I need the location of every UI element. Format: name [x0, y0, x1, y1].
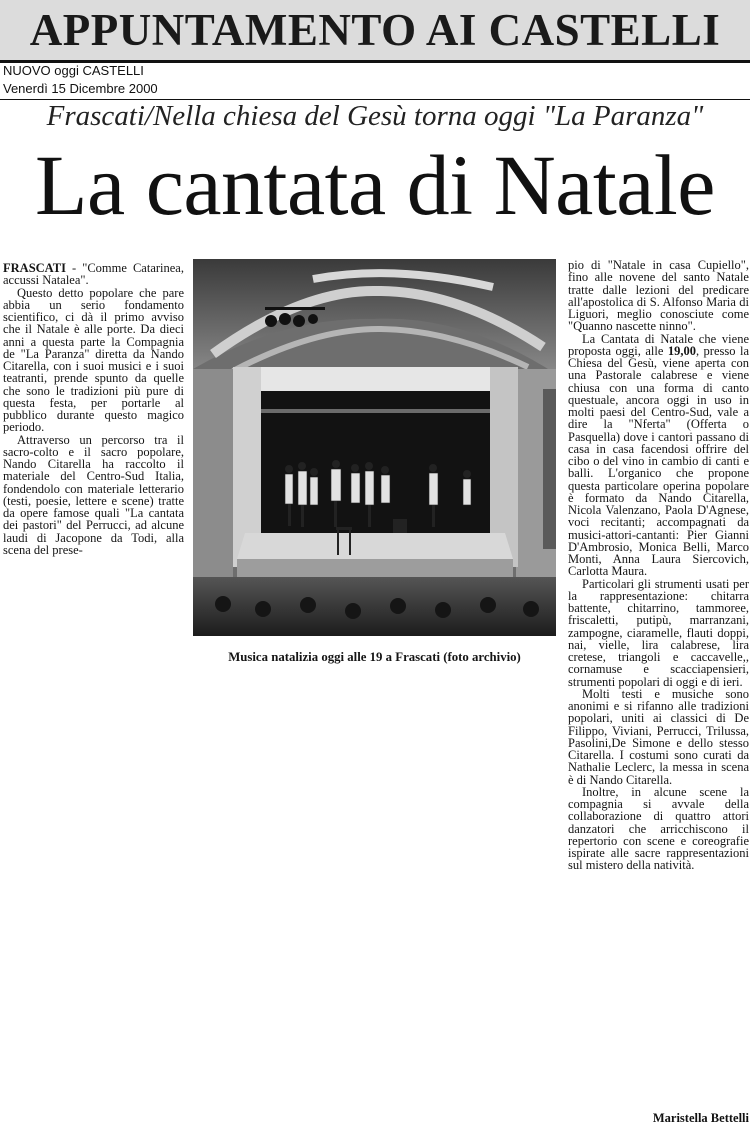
opening-quote: - "Comme Catarinea, accussi Natalea". — [3, 261, 184, 288]
article-column-right — [568, 259, 749, 872]
article-kicker: Frascati/Nella chiesa del Gesù torna oggi "La Paranza" — [46, 100, 704, 132]
article-column-left — [3, 262, 184, 556]
publication-name: NUOVO oggi CASTELLI — [3, 63, 144, 78]
paragraph: pio di "Natale in casa Cupiello", fino alle novene del santo Natale tratte dalle lezioni del predicare all'apostolica di S. Alfonso Maria di Liguori, meglio conosciute come "Quanno nascette ninno". — [568, 258, 749, 334]
stage-photo — [193, 259, 556, 636]
photo-caption: Musica natalizia oggi alle 19 a Frascati (foto archivio) — [228, 650, 521, 664]
paragraph — [568, 333, 749, 578]
event-time: 19,00 — [667, 343, 696, 358]
article-headline: La cantata di Natale — [35, 137, 715, 233]
paragraph: Molti testi e musiche sono anonimi e si rifanno alle tradizioni popolari, uniti ai classici di De Filippo, Viviani, Perrucci, Trilussa, Pasolini,De Simone e dello stesso Citarella. I costumi sono curati da Nathalie Leclerc, la messa in scena è di Nando Citarella. — [568, 686, 749, 787]
masthead-title: APPUNTAMENTO AI CASTELLI — [29, 5, 721, 55]
dateline: FRASCATI — [3, 261, 66, 275]
paragraph — [3, 262, 184, 287]
publication-date: Venerdì 15 Dicembre 2000 — [3, 81, 158, 96]
paragraph: Inoltre, in alcune scene la compagnia si avvale della collaborazione di quattro attori danzatori che arricchiscono il repertorio con scene e coreografie ispirate alle sacre rappresentazioni sul mistero della natività. — [568, 784, 749, 873]
author-byline: Maristella Bettelli — [652, 1111, 749, 1125]
text-run: , presso la Chiesa del Gesù, viene aperta con una Pastorale calabrese e viene chiusa con una forma di canto questuale, ancora oggi in uso in molti paesi del Centro-Sud, vale a dire la "Nferta" (Offerta o Pasquella) dove i cantori passano di casa in casa facendosi offrire del cibo o del vino in cambio di canti e balli. L'organico che propone questa particolare operina popolare è formato da Nando Citarella, Nicola Valenzano, Paola D'Agnese, voci recitanti; accompagnati da musici-attori-cantanti: Pier Gianni D'Ambrosio, Monica Belli, Marco Monti, Anna Laura Siercovich, Carlotta Maura. — [568, 343, 749, 579]
paragraph: Questo detto popolare che pare abbia un serio fondamento scientifico, ci dà il primo avviso che il Natale è alle porte. Da dieci anni a questa parte la Compagnia de "La Paranza" diretta da Nando Citarella, con i suoi musici e i suoi teatranti, prende spunto da quelle che sono le tradizioni più pure di questa festa, per portarle al pubblico durante questo magico periodo. — [3, 285, 184, 435]
paragraph: Particolari gli strumenti usati per la rappresentazione: chitarra battente, chitarrino, tammoree, friscaletti, putipù, marranzani, zampogne, ciaramelle, flauti doppi, nai, vielle, lira calabrese, lira cretese, triangoli e caccavelle,, cornamuse e scacciapensieri, strumenti popolari di oggi e di ieri. — [568, 576, 749, 689]
text-run: La Cantata di Natale che viene proposta oggi, alle — [568, 331, 749, 358]
paragraph: Attraverso un percorso tra il sacro-colto e il sacro popolare, Nando Citarella ha raccolto il materiale del Centro-Sud Italia, fondendolo con materiale letterario (testi, poesie, lettere e scene) tratte da opere famose quali "La cantata dei pastori" del Perrucci, ad alcune laudi di Jacopone da Todi, alla scena del prese- — [3, 432, 184, 557]
